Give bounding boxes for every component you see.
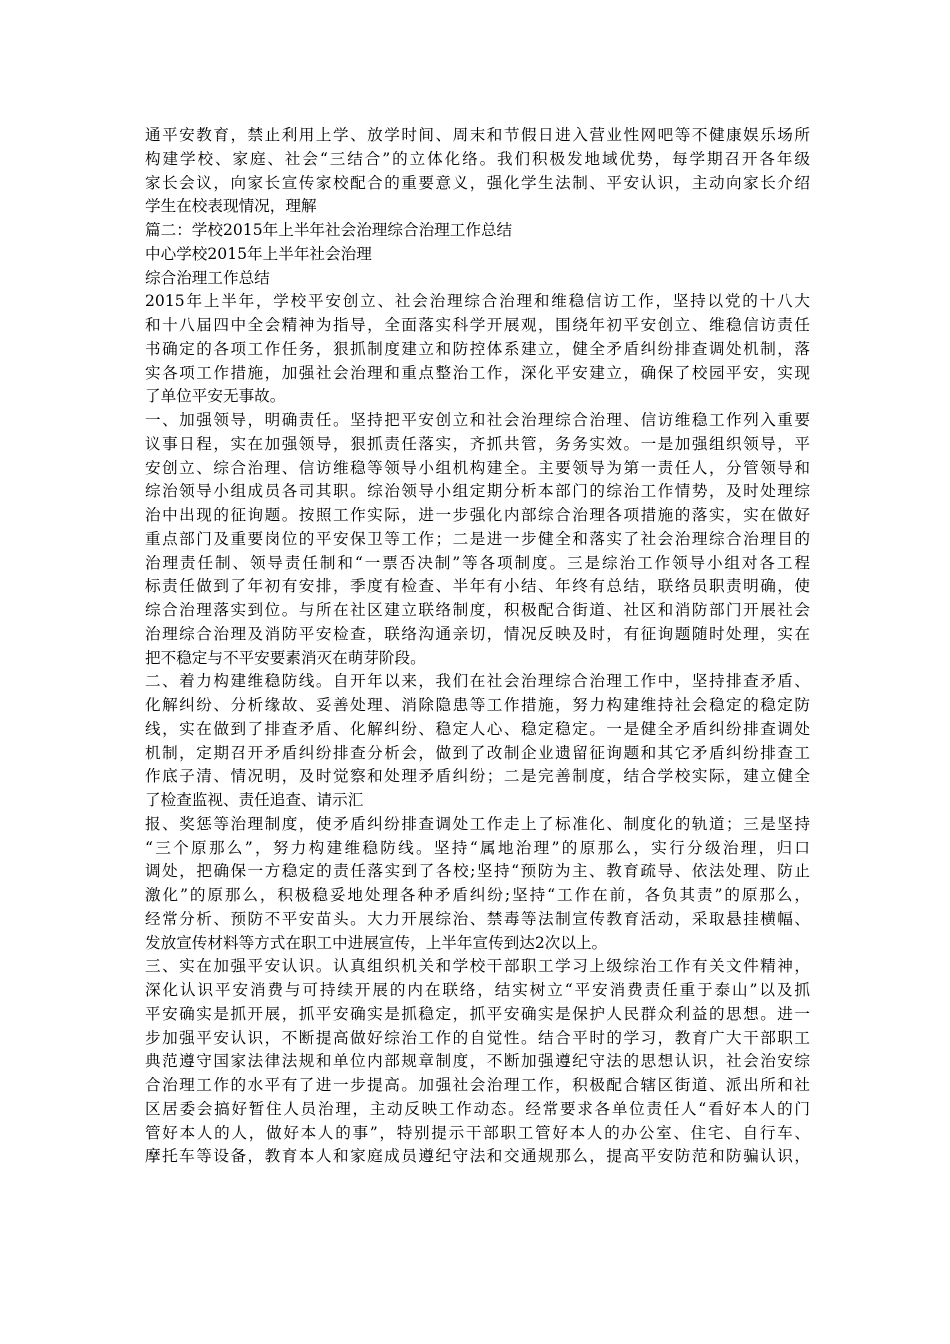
text-line: 管好本人的人，做好本人的事”，特别提示干部职工管好本人的办公室、住宅、自行车、 [145, 1123, 810, 1142]
text-line: 标责任做到了年初有安排，季度有检查、半年有小结、年终有总结，联络员职责明确，使 [145, 577, 810, 596]
text-line: 平安确实是抓开展，抓平安确实是抓稳定，抓平安确实是保护人民群众利益的思想。进一 [145, 1004, 810, 1023]
text-line: “三个原那么”，努力构建维稳防线。坚持“属地治理”的原那么，实行分级治理，归口 [145, 838, 810, 857]
text-line: 篇二：学校2015年上半年社会治理综合治理工作总结 [145, 221, 513, 239]
text-line: 了单位平安无事故。 [145, 387, 286, 406]
text-line: 把不稳定与不平安要素消灭在萌芽阶段。 [145, 648, 426, 667]
text-line: 经常分析、预防不平安苗头。大力开展综治、禁毒等法制宣传教育活动，采取悬挂横幅、 [145, 909, 810, 928]
text-line: 重点部门及重要岗位的平安保卫等工作；二是进一步健全和落实了社会治理综合治理目的 [145, 529, 810, 548]
text-line: 家长会议，向家长宣传家校配合的重要意义，强化学生法制、平安认识，主动向家长介绍 [145, 173, 810, 192]
text-line: 综治领导小组成员各司其职。综治领导小组定期分析本部门的综治工作情势，及时处理综 [145, 482, 810, 501]
document-body [145, 124, 810, 1169]
text-line: 综合治理工作总结 [145, 268, 270, 287]
text-line: 治理责任制、领导责任制和“一票否决制”等各项制度。三是综治工作领导小组对各工程 [145, 553, 810, 572]
text-line: 发放宣传材料等方式在职工中进展宣传，上半年宣传到达2次以上。 [145, 933, 608, 952]
text-line: 二、着力构建维稳防线。自开年以来，我们在社会治理综合治理工作中，坚持排查矛盾、 [145, 672, 810, 691]
text-line: 线，实在做到了排查矛盾、化解纠纷、稳定人心、稳定稳定。一是健全矛盾纠纷排查调处 [145, 719, 810, 738]
text-line: 作底子清、情况明，及时觉察和处理矛盾纠纷；二是完善制度，结合学校实际，建立健全 [145, 767, 810, 786]
text-line: 机制，定期召开矛盾纠纷排查分析会，做到了改制企业遗留征询题和其它矛盾纠纷排查工 [145, 743, 810, 762]
text-line: 实各项工作措施，加强社会治理和重点整治工作，深化平安建立，确保了校园平安，实现 [145, 363, 810, 382]
text-line: 书确定的各项工作任务，狠抓制度建立和防控体系建立，健全矛盾纠纷排查调处机制，落 [145, 339, 810, 358]
text-line: 治理综合治理及消防平安检查，联络沟通亲切，情况反映及时，有征询题随时处理，实在 [145, 624, 810, 643]
text-line: 深化认识平安消费与可持续开展的内在联络，结实树立“平安消费责任重于泰山”以及抓 [145, 981, 810, 999]
text-line: 了检查监视、责任追查、请示汇 [145, 791, 364, 809]
text-line: 报、奖惩等治理制度，使矛盾纠纷排查调处工作走上了标准化、制度化的轨道；三是坚持 [145, 814, 810, 833]
text-line: 激化”的原那么，积极稳妥地处理各种矛盾纠纷;坚持“工作在前，各负其责”的原那么， [145, 886, 810, 904]
text-line: 调处，把确保一方稳定的责任落实到了各校;坚持“预防为主、教育疏导、依法处理、防止 [145, 862, 810, 881]
text-line: 三、实在加强平安认识。认真组织机关和学校干部职工学习上级综治工作有关文件精神， [145, 957, 810, 976]
text-line: 摩托车等设备，教育本人和家庭成员遵纪守法和交通规那么，提高平安防范和防骗认识， [145, 1147, 810, 1166]
text-line: 安创立、综合治理、信访维稳等领导小组机构建全。主要领导为第一责任人，分管领导和 [145, 458, 810, 477]
text-line: 合治理工作的水平有了进一步提高。加强社会治理工作，积极配合辖区街道、派出所和社 [145, 1076, 810, 1094]
text-line: 学生在校表现情况，理解 [145, 197, 317, 216]
text-line: 一、加强领导，明确责任。坚持把平安创立和社会治理综合治理、信访维稳工作列入重要 [145, 411, 810, 429]
text-line: 通平安教育，禁止利用上学、放学时间、周末和节假日进入营业性网吧等不健康娱乐场所 [145, 126, 810, 144]
text-line: 综合治理落实到位。与所在社区建立联络制度，积极配合街道、社区和消防部门开展社会 [145, 601, 810, 619]
text-line: 区居委会搞好暂住人员治理，主动反映工作动态。经常要求各单位责任人“看好本人的门 [145, 1099, 810, 1118]
text-line: 构建学校、家庭、社会“三结合”的立体化络。我们积极发地域优势，每学期召开各年级 [145, 149, 810, 168]
text-line: 化解纠纷、分析缘故、妥善处理、消除隐患等工作措施，努力构建维持社会稳定的稳定防 [145, 696, 810, 714]
text-line: 议事日程，实在加强领导，狠抓责任落实，齐抓共管，务务实效。一是加强组织领导，平 [145, 434, 810, 453]
text-line: 步加强平安认识，不断提高做好综治工作的自觉性。结合平时的学习，教育广大干部职工 [145, 1028, 810, 1047]
text-line: 治中出现的征询题。按照工作实际，进一步强化内部综合治理各项措施的落实，实在做好 [145, 506, 810, 524]
text-line: 和十八届四中全会精神为指导，全面落实科学开展观，围绕年初平安创立、维稳信访责任 [145, 316, 810, 334]
text-line: 2015年上半年，学校平安创立、社会治理综合治理和维稳信访工作，坚持以党的十八大 [145, 292, 810, 311]
text-line: 中心学校2015年上半年社会治理 [145, 244, 372, 263]
text-line: 典范遵守国家法律法规和单位内部规章制度，不断加强遵纪守法的思想认识，社会治安综 [145, 1052, 810, 1071]
